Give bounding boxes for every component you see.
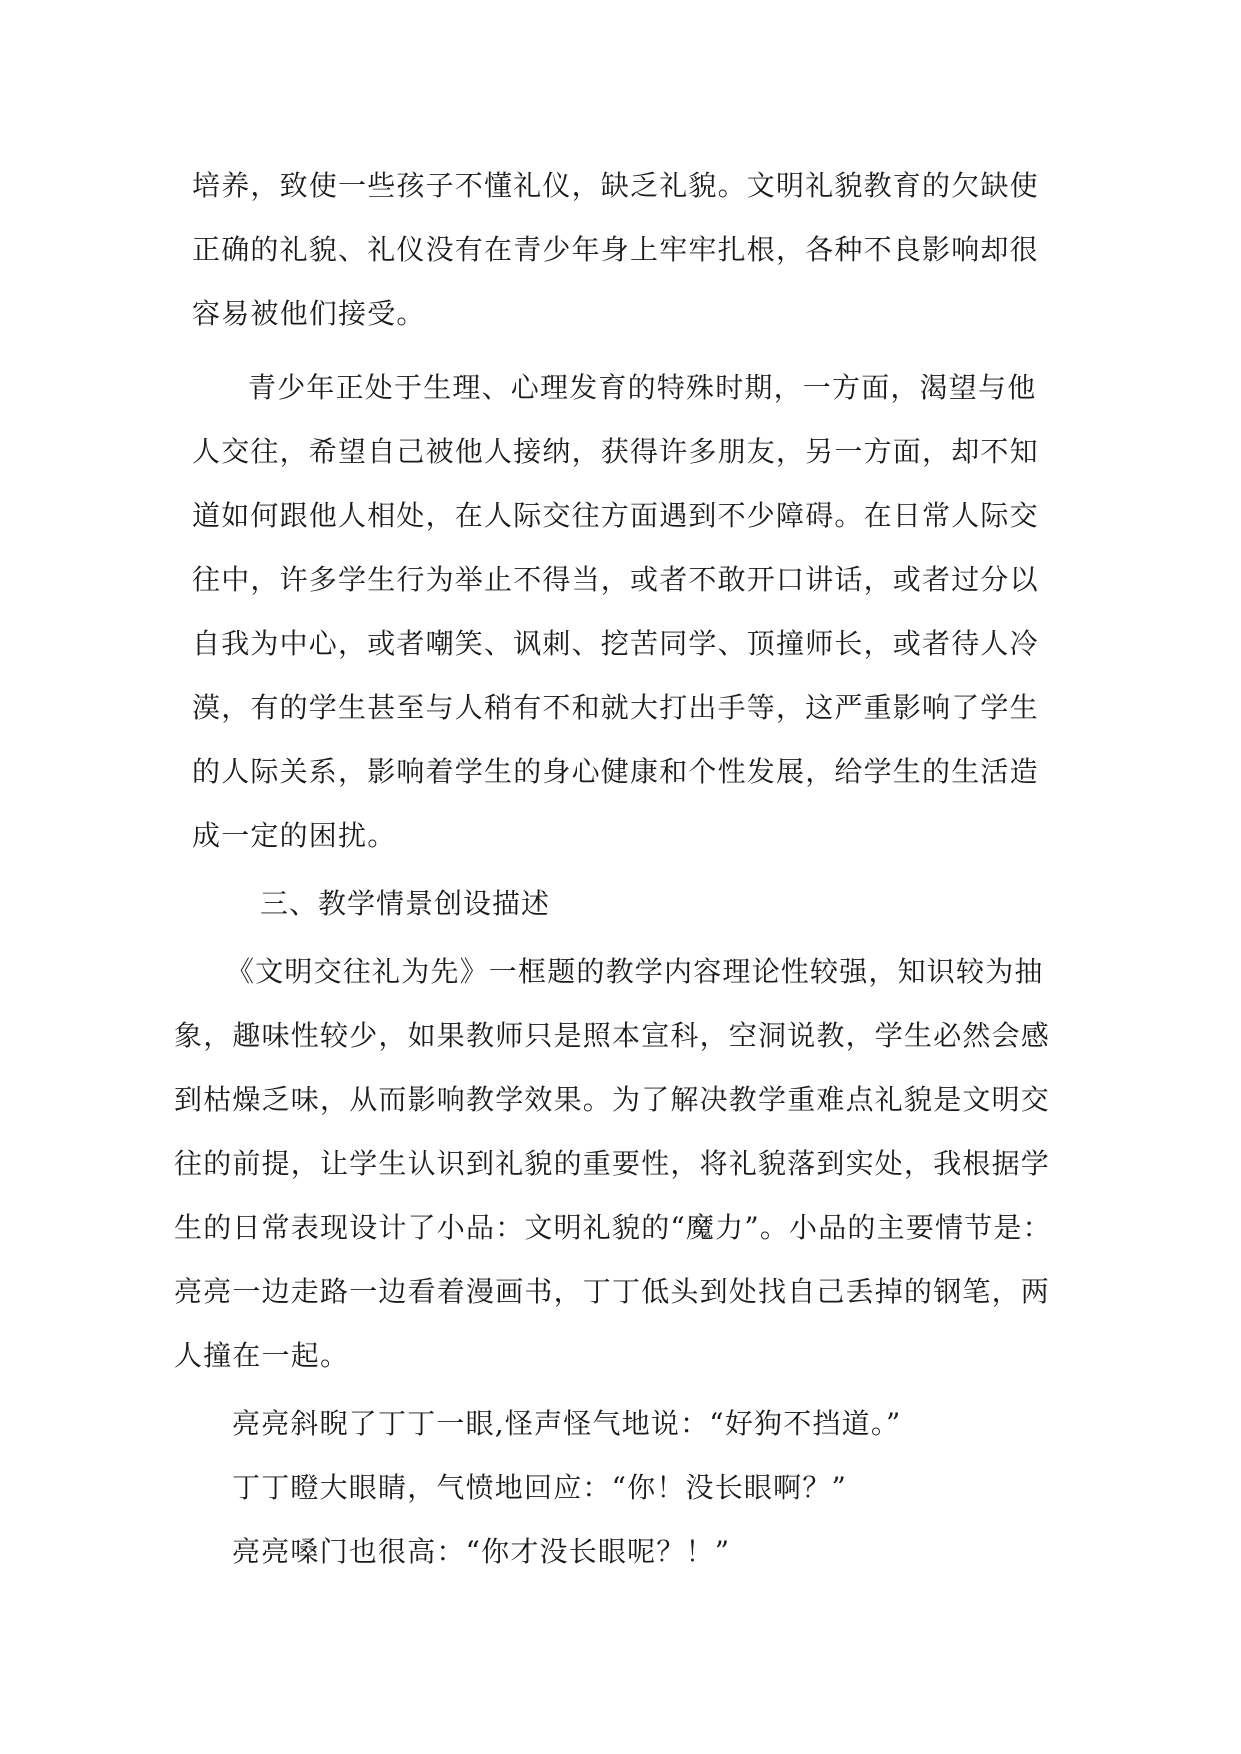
paragraph-2-line-8: 成一定的困扰。 — [192, 819, 397, 852]
section-heading: 三、教学情景创设描述 — [260, 887, 551, 920]
paragraph-1-line-3: 容易被他们接受。 — [192, 297, 426, 330]
paragraph-3-line-5: 生的日常表现设计了小品：文明礼貌的“魔力”。小品的主要情节是： — [174, 1211, 1052, 1244]
paragraph-2-line-2: 人交往，希望自己被他人接纳，获得许多朋友，另一方面，却不知 — [192, 435, 1039, 468]
paragraph-1-line-1: 培养，致使一些孩子不懂礼仪，缺乏礼貌。文明礼貌教育的欠缺使 — [192, 169, 1039, 202]
dialogue-line-2: 丁丁瞪大眼睛，气愤地回应：“你！没长眼啊？” — [232, 1471, 848, 1504]
paragraph-2-line-5: 自我为中心，或者嘲笑、讽刺、挖苦同学、顶撞师长，或者待人冷 — [192, 627, 1039, 660]
paragraph-1-line-2: 正确的礼貌、礼仪没有在青少年身上牢牢扎根，各种不良影响却很 — [192, 233, 1039, 266]
paragraph-3-line-6: 亮亮一边走路一边看着漫画书，丁丁低头到处找自己丢掉的钢笔，两 — [174, 1275, 1051, 1308]
paragraph-2-line-7: 的人际关系，影响着学生的身心健康和个性发展，给学生的生活造 — [192, 755, 1039, 788]
paragraph-2-line-6: 漠，有的学生甚至与人稍有不和就大打出手等，这严重影响了学生 — [192, 691, 1039, 724]
paragraph-2-line-1: 青少年正处于生理、心理发育的特殊时期，一方面，渴望与他 — [248, 371, 1037, 404]
dialogue-line-1: 亮亮斜睨了丁丁一眼,怪声怪气地说：“好狗不挡道。” — [232, 1407, 902, 1440]
paragraph-3-line-2: 象，趣味性较少，如果教师只是照本宣科，空洞说教，学生必然会感 — [174, 1019, 1051, 1052]
paragraph-3-line-3: 到枯燥乏味，从而影响教学效果。为了解决教学重难点礼貌是文明交 — [174, 1083, 1051, 1116]
paragraph-3-line-4: 往的前提，让学生认识到礼貌的重要性，将礼貌落到实处，我根据学 — [174, 1147, 1051, 1180]
paragraph-2-line-4: 往中，许多学生行为举止不得当，或者不敢开口讲话，或者过分以 — [192, 563, 1039, 596]
paragraph-3-line-7: 人撞在一起。 — [174, 1339, 350, 1372]
paragraph-3-line-1: 《文明交往礼为先》一框题的教学内容理论性较强，知识较为抽 — [226, 955, 1044, 988]
dialogue-line-3: 亮亮嗓门也很高：“你才没长眼呢？！” — [232, 1535, 731, 1568]
paragraph-2-line-3: 道如何跟他人相处，在人际交往方面遇到不少障碍。在日常人际交 — [192, 499, 1039, 532]
